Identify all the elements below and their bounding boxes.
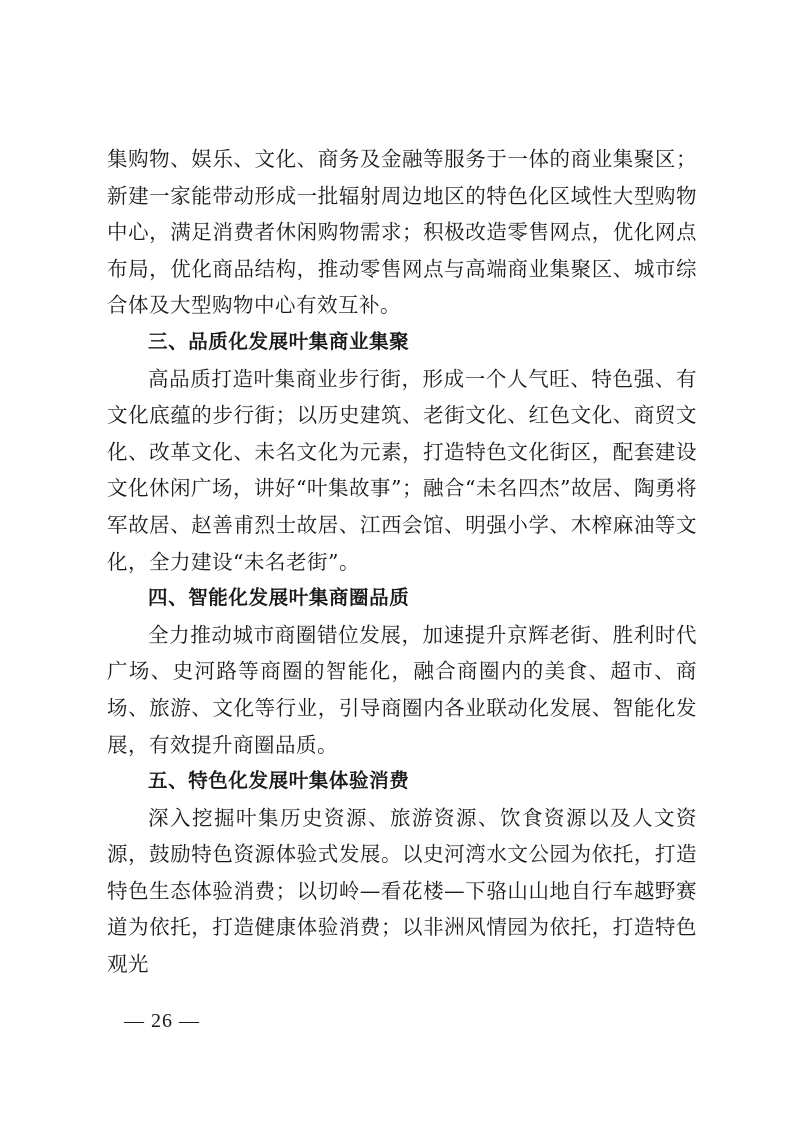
- page-number: — 26 —: [124, 1010, 200, 1032]
- body-paragraph: 集购物、娱乐、文化、商务及金融等服务于一体的商业集聚区；新建一家能带动形成一批辐射周边地区的特色化区域性大型购物中心，满足消费者休闲购物需求；积极改造零售网点，优化网点布局，优化商品结构，推动零售网点与高端商业集聚区、城市综合体及大型购物中心有效互补。: [107, 147, 697, 318]
- section-heading-5: 五、特色化发展叶集体验消费: [148, 769, 410, 793]
- body-paragraph: 全力推动城市商圈错位发展，加速提升京辉老街、胜利时代广场、史河路等商圈的智能化，融合商圈内的美食、超市、商场、旅游、文化等行业，引导商圈内各业联动化发展、智能化发展，有效提升商圈品质。: [107, 622, 697, 757]
- body-paragraph: 高品质打造叶集商业步行街，形成一个人气旺、特色强、有文化底蕴的步行街；以历史建筑、老街文化、红色文化、商贸文化、改革文化、未名文化为元素，打造特色文化街区，配套建设文化休闲广场，讲好“叶集故事”；融合“未名四杰”故居、陶勇将军故居、赵善甫烈士故居、江西会馆、明强小学、木榨麻油等文化，全力建设“未名老街”。: [107, 366, 697, 574]
- body-paragraph: 深入挖掘叶集历史资源、旅游资源、饮食资源以及人文资源，鼓励特色资源体验式发展。以史河湾水文公园为依托，打造特色生态体验消费；以切岭—看花楼—下骆山山地自行车越野赛道为依托，打造健康体验消费；以非洲风情园为依托，打造特色观光: [107, 805, 697, 977]
- section-heading-3: 三、品质化发展叶集商业集聚: [148, 329, 410, 353]
- document-body: [107, 141, 697, 983]
- section-heading-4: 四、智能化发展叶集商圈品质: [148, 586, 410, 610]
